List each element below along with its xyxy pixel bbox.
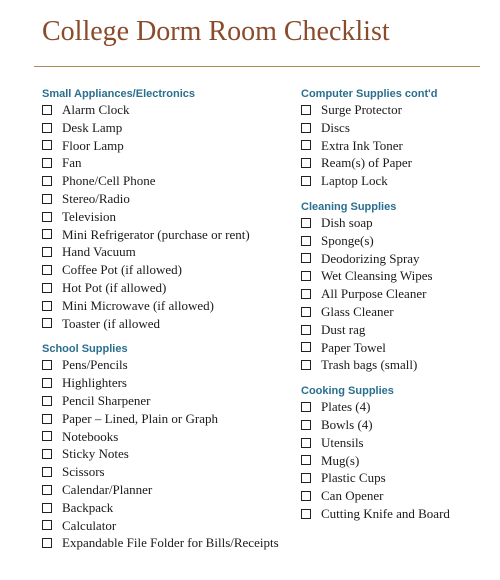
checkbox[interactable]	[301, 360, 311, 370]
checklist-item	[42, 279, 292, 297]
checkbox[interactable]	[42, 105, 52, 115]
left-column	[42, 87, 292, 552]
checklist-item	[42, 517, 292, 535]
checklist-item-label: Plastic Cups	[321, 470, 386, 486]
checklist-item	[42, 208, 292, 226]
checkbox[interactable]	[42, 396, 52, 406]
checklist-item	[42, 374, 292, 392]
checklist-item	[42, 534, 292, 552]
section-heading: School Supplies	[42, 343, 128, 356]
checklist-item	[301, 137, 491, 155]
checklist-item-label: Sticky Notes	[62, 446, 129, 462]
checklist-item	[42, 356, 292, 374]
checklist-item	[42, 172, 292, 190]
checklist-item	[301, 232, 491, 250]
checklist-item-label: Discs	[321, 119, 350, 135]
checklist-item-label: Glass Cleaner	[321, 303, 394, 319]
section-school-supplies	[42, 342, 292, 552]
checklist-item-label: Fan	[62, 155, 82, 171]
checklist-item-label: Utensils	[321, 434, 364, 450]
checklist-item-label: Ream(s) of Paper	[321, 155, 412, 171]
checkbox[interactable]	[301, 271, 311, 281]
checklist-item	[42, 297, 292, 315]
checkbox[interactable]	[42, 414, 52, 424]
checklist-item	[301, 469, 491, 487]
checkbox[interactable]	[301, 176, 311, 186]
checklist-item-label: Pens/Pencils	[62, 357, 128, 373]
checklist-item	[42, 243, 292, 261]
checkbox[interactable]	[301, 289, 311, 299]
checkbox[interactable]	[42, 431, 52, 441]
checklist-item	[301, 434, 491, 452]
checklist-item	[301, 339, 491, 357]
checklist-item	[42, 445, 292, 463]
checkbox[interactable]	[42, 318, 52, 328]
checklist-item-label: Paper Towel	[321, 339, 386, 355]
checklist-item-label: Cutting Knife and Board	[321, 505, 450, 521]
checkbox[interactable]	[301, 438, 311, 448]
right-column	[301, 87, 491, 523]
checklist-item-label: Paper – Lined, Plain or Graph	[62, 410, 218, 426]
checklist-item	[301, 398, 491, 416]
checklist-item	[42, 481, 292, 499]
checkbox[interactable]	[301, 420, 311, 430]
section-cooking-supplies	[301, 384, 491, 523]
checklist-item-label: Toaster (if allowed	[62, 315, 160, 331]
checklist-item-label: Stereo/Radio	[62, 190, 130, 206]
checklist-item	[301, 101, 491, 119]
section-heading: Cooking Supplies	[301, 385, 394, 398]
checkbox[interactable]	[42, 123, 52, 133]
page-title: College Dorm Room Checklist	[42, 16, 390, 47]
checkbox[interactable]	[42, 360, 52, 370]
checkbox[interactable]	[42, 140, 52, 150]
checkbox[interactable]	[301, 509, 311, 519]
checklist-item	[301, 416, 491, 434]
checklist-item	[301, 154, 491, 172]
checkbox[interactable]	[42, 301, 52, 311]
checklist-item	[301, 119, 491, 137]
checkbox[interactable]	[301, 158, 311, 168]
checklist-item-label: All Purpose Cleaner	[321, 286, 427, 302]
checklist-item-label: Laptop Lock	[321, 173, 388, 189]
checkbox[interactable]	[301, 140, 311, 150]
checkbox[interactable]	[42, 265, 52, 275]
checklist-item	[42, 190, 292, 208]
checklist-item-label: Expandable File Folder for Bills/Receipts	[62, 535, 279, 551]
checklist-item	[301, 356, 491, 374]
checkbox[interactable]	[301, 455, 311, 465]
checklist-item	[301, 303, 491, 321]
checklist-item	[301, 172, 491, 190]
checklist-item-label: Backpack	[62, 499, 114, 515]
checklist-item	[42, 315, 292, 333]
checklist-item	[42, 101, 292, 119]
checklist-item	[42, 137, 292, 155]
checkbox[interactable]	[301, 342, 311, 352]
checklist-item-label: Desk Lamp	[62, 119, 123, 135]
checklist-item	[42, 392, 292, 410]
checklist-item	[301, 487, 491, 505]
section-heading: Cleaning Supplies	[301, 200, 397, 213]
checklist-item-label: Alarm Clock	[62, 102, 130, 117]
checklist	[42, 101, 292, 332]
section-heading: Small Appliances/Electronics	[42, 88, 196, 100]
checkbox[interactable]	[301, 236, 311, 246]
section-cleaning-supplies	[301, 200, 491, 374]
checklist-item	[301, 285, 491, 303]
checklist-item-label: Can Opener	[321, 488, 384, 504]
checkbox[interactable]	[42, 503, 52, 513]
checklist-item	[301, 321, 491, 339]
checklist-item	[301, 214, 491, 232]
checkbox[interactable]	[301, 307, 311, 317]
title-divider	[34, 66, 480, 67]
checklist-item	[42, 428, 292, 446]
checklist-item-label: Wet Cleansing Wipes	[321, 268, 433, 284]
checkbox[interactable]	[42, 520, 52, 530]
checkbox[interactable]	[301, 402, 311, 412]
checkbox[interactable]	[42, 449, 52, 459]
checklist-item-label: Trash bags (small)	[321, 357, 418, 373]
checkbox[interactable]	[42, 467, 52, 477]
checklist-item	[301, 267, 491, 285]
checklist	[301, 398, 491, 523]
checklist-item-label: Floor Lamp	[62, 137, 124, 153]
section-computer-supplies-cont-d	[301, 87, 491, 190]
checklist-item-label: Scissors	[62, 464, 105, 480]
checkbox[interactable]	[301, 325, 311, 335]
checklist-item	[301, 250, 491, 268]
checklist-item-label: Calendar/Planner	[62, 481, 153, 497]
checkbox[interactable]	[301, 105, 311, 115]
checkbox[interactable]	[301, 491, 311, 501]
checkbox[interactable]	[301, 123, 311, 133]
checklist-item	[42, 463, 292, 481]
checkbox[interactable]	[42, 485, 52, 495]
checklist-item	[42, 499, 292, 517]
checklist	[301, 214, 491, 374]
checkbox[interactable]	[301, 218, 311, 228]
checklist-item-label: Hand Vacuum	[62, 244, 136, 260]
checklist-item-label: Dust rag	[321, 321, 366, 337]
checklist-item-label: Phone/Cell Phone	[62, 173, 156, 189]
checklist-item-label: Extra Ink Toner	[321, 137, 403, 153]
checkbox[interactable]	[42, 378, 52, 388]
checkbox[interactable]	[42, 538, 52, 548]
checkbox[interactable]	[42, 229, 52, 239]
checklist-item-label: Coffee Pot (if allowed)	[62, 262, 182, 278]
checkbox[interactable]	[301, 473, 311, 483]
checkbox[interactable]	[42, 247, 52, 257]
checkbox[interactable]	[42, 158, 52, 168]
checklist-item-label: Hot Pot (if allowed)	[62, 279, 167, 295]
checklist-item-label: Calculator	[62, 517, 117, 533]
checkbox[interactable]	[301, 253, 311, 263]
checkbox[interactable]	[42, 283, 52, 293]
section-heading: Computer Supplies cont'd	[301, 88, 438, 100]
checklist-item-label: Sponge(s)	[321, 232, 374, 248]
checklist-item-label: Deodorizing Spray	[321, 250, 420, 266]
checklist-item	[42, 226, 292, 244]
checklist-item	[42, 410, 292, 428]
checklist-item-label: Dish soap	[321, 214, 373, 230]
checklist-item	[301, 505, 491, 523]
checklist-item	[42, 119, 292, 137]
checklist-item-label: Mini Microwave (if allowed)	[62, 297, 214, 313]
checklist-item	[42, 261, 292, 279]
checklist	[42, 356, 292, 552]
checklist-item-label: Mini Refrigerator (purchase or rent)	[62, 226, 250, 242]
checklist-item-label: Pencil Sharpener	[62, 392, 151, 408]
checklist-item-label: Highlighters	[62, 375, 127, 391]
checklist-item	[42, 154, 292, 172]
checklist	[301, 101, 491, 190]
checklist-item-label: Notebooks	[62, 428, 119, 444]
checklist-item	[301, 452, 491, 470]
checkbox[interactable]	[42, 194, 52, 204]
checklist-item-label: Plates (4)	[321, 399, 371, 415]
checkbox[interactable]	[42, 176, 52, 186]
checklist-item-label: Bowls (4)	[321, 416, 373, 432]
checkbox[interactable]	[42, 212, 52, 222]
checklist-item-label: Mug(s)	[321, 452, 360, 468]
checklist-item-label: Television	[62, 208, 116, 224]
section-small-appliances-electronics	[42, 87, 292, 332]
checklist-item-label: Surge Protector	[321, 102, 402, 117]
